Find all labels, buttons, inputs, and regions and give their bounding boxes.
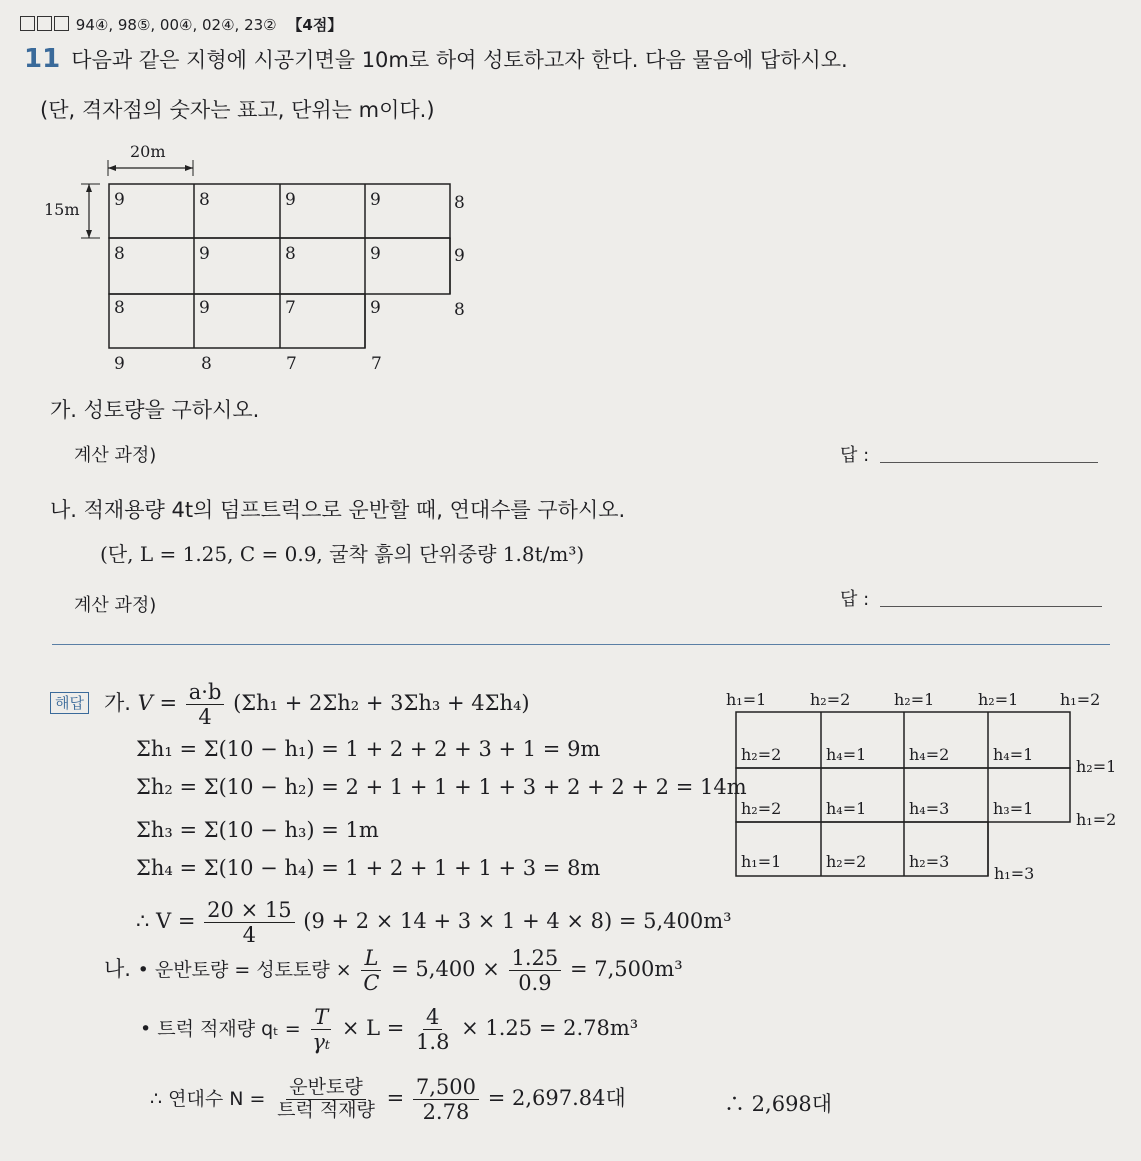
question-condition: (단, 격자점의 숫자는 표고, 단위는 m이다.) bbox=[40, 98, 435, 122]
part-b-condition: (단, L = 1.25, C = 0.9, 굴착 흙의 단위중량 1.8t/m³) bbox=[100, 542, 585, 566]
elevation-value: 7 bbox=[371, 354, 382, 374]
part-b-title: 나. 적재용량 4t의 덤프트럭으로 운반할 때, 연대수를 구하시오. bbox=[50, 498, 626, 522]
elevation-value: 8 bbox=[114, 244, 125, 264]
elevation-value: 7 bbox=[285, 298, 296, 318]
depth-label: h₁=2 bbox=[1060, 690, 1101, 709]
elevation-value: 8 bbox=[454, 300, 465, 320]
elevation-value: 9 bbox=[370, 190, 381, 210]
depth-label: h₂=2 bbox=[826, 852, 867, 871]
depth-label: h₃=1 bbox=[993, 799, 1034, 818]
depth-label: h₁=3 bbox=[994, 864, 1035, 883]
sum-h3-line: Σh₃ = Σ(10 − h₃) = 1m bbox=[136, 818, 379, 842]
elevation-value: 8 bbox=[285, 244, 296, 264]
elevation-value: 9 bbox=[199, 244, 210, 264]
depth-label: h₁=1 bbox=[726, 690, 767, 709]
depth-label: h₄=2 bbox=[909, 745, 950, 764]
part-a-title: 가. 성토량을 구하시오. bbox=[50, 398, 260, 422]
elevation-value: 7 bbox=[286, 354, 297, 374]
depth-label: h₄=1 bbox=[826, 799, 867, 818]
part-b-calc-label: 계산 과정) bbox=[74, 595, 157, 616]
textbook-page: 94④, 98⑤, 00④, 02④, 23② 【4점】 11 다음과 같은 지형에 시공기면을 10m로 하여 성토하고자 한다. 다음 물음에 답하시오. (단, 격자점의 숫자는 표고, 단위는 m이다.) 20m 15m 9 8 9 9 8 8 9 8 9 9 8 9 7 9 8 9 8 7 7 가. 성토량을 구하시오. 계산 과정) 답 : 나. 적재용량 4t의 덤프트럭으로 운반할 때, 연대수를 구하시오. (단, L = 1.25, C = 0.9, 굴착 흙의 단위중량 1.8t/m³) 계산 과정) 답 : 해답 가. V = $\frac{a\cdot b}{4}$ (Σh₁ + 2Σh₂ + 3Σh₃ + 4Σh₄) Σh₁ = Σ(10 − h₁) = 1 + 2 + 2 + 3 + 1 = 9m Σh₂ = Σ(10 − h₂) = 2 + 1 + 1 + 1 + 3 + 2 + 2 + 2 = 14m Σh₃ = Σ(10 − h₃) = 1m Σh₄ = Σ(10 − h₄) = 1 + 2 + 1 + 1 + 3 = 8m ∴ V = $\frac{20 \times 15}{4}$ (9 + 2 × 14 + 3 × 1 + 4 × 8) = 5,400m³ 나. • 운반토량 = 성토토량 × $\frac{L}{C}$ = 5,400 × $\frac{1.25}{0.9}$ = 7,500m³ • 트럭 적재량 qₜ = $\frac{T}{\text{γₜ}}$ × L = $\frac{4}{1.8}$ × 1.25 = 2.78m³ ∴ 연대수 N = $\frac{\text{운반토량}}{\text{트럭 적재량}}$ = $\frac{7,500}{2.78}$ = 2,697.84대 ∴ 2,698대 h₁=1 h₂=2 h₂=1 h₂=1 h₁=2 h₂=2 h₄=1 h₄=2 h₄=1 h₂=1 h₂=2 h₄=1 h₄=3 h₃=1 h₁=2 h₁=1 h₂=2 h₂=3 h₁=3 bbox=[0, 0, 1141, 1161]
depth-label: h₂=1 bbox=[978, 690, 1019, 709]
volume-formula: 가. V = $\frac{a\cdot b}{4}$ (Σh₁ + 2Σh₂ + 3Σh₃ + 4Σh₄) bbox=[104, 680, 530, 730]
question-text: 다음과 같은 지형에 시공기면을 10m로 하여 성토하고자 한다. 다음 물음에 답하시오. bbox=[71, 48, 848, 72]
solution-tag: 해답 bbox=[50, 692, 89, 714]
elevation-value: 9 bbox=[285, 190, 296, 210]
sum-h2-line: Σh₂ = Σ(10 − h₂) = 2 + 1 + 1 + 1 + 3 + 2 + 2 + 2 = 14m bbox=[136, 775, 747, 799]
elevation-value: 9 bbox=[454, 246, 465, 266]
depth-label: h₄=3 bbox=[909, 799, 950, 818]
exam-years: 94④, 98⑤, 00④, 02④, 23② bbox=[75, 16, 277, 34]
depth-label: h₂=3 bbox=[909, 852, 950, 871]
part-a-answer-label: 답 : bbox=[840, 445, 870, 466]
elevation-value: 8 bbox=[454, 193, 465, 213]
depth-label: h₂=1 bbox=[894, 690, 935, 709]
haul-volume-line: 나. • 운반토량 = 성토토량 × $\frac{L}{C}$ = 5,400 × $\frac{1.25}{0.9}$ = 7,500m³ bbox=[104, 946, 683, 996]
truck-capacity-line: • 트럭 적재량 qₜ = $\frac{T}{\text{γₜ}}$ × L = $\frac{4}{1.8}$ × 1.25 = 2.78m³ bbox=[140, 1005, 639, 1055]
elevation-value: 8 bbox=[199, 190, 210, 210]
sum-h4-line: Σh₄ = Σ(10 − h₄) = 1 + 2 + 1 + 1 + 3 = 8m bbox=[136, 856, 601, 880]
depth-label: h₄=1 bbox=[993, 745, 1034, 764]
truck-count-line: ∴ 연대수 N = $\frac{\text{운반토량}}{\text{트럭 적재량}}$ = $\frac{7,500}{2.78}$ = 2,697.84대 bbox=[150, 1075, 626, 1125]
part-b-answer-label: 답 : bbox=[840, 589, 870, 610]
points-label: 【4점】 bbox=[287, 16, 343, 34]
depth-label: h₄=1 bbox=[826, 745, 867, 764]
depth-label: h₂=2 bbox=[741, 799, 782, 818]
depth-label: h₁=2 bbox=[1076, 810, 1117, 829]
elevation-value: 8 bbox=[201, 354, 212, 374]
depth-label: h₂=2 bbox=[741, 745, 782, 764]
elevation-value: 9 bbox=[370, 298, 381, 318]
truck-count-final: ∴ 2,698대 bbox=[724, 1092, 833, 1116]
elevation-value: 9 bbox=[114, 354, 125, 374]
volume-result: ∴ V = $\frac{20 \times 15}{4}$ (9 + 2 × 14 + 3 × 1 + 4 × 8) = 5,400m³ bbox=[136, 898, 732, 948]
elevation-value: 8 bbox=[114, 298, 125, 318]
depth-label: h₁=1 bbox=[741, 852, 782, 871]
depth-label: h₂=1 bbox=[1076, 757, 1117, 776]
elevation-value: 9 bbox=[114, 190, 125, 210]
question-number: 11 bbox=[24, 44, 61, 74]
elevation-value: 9 bbox=[370, 244, 381, 264]
depth-label: h₂=2 bbox=[810, 690, 851, 709]
height-dimension-label: 15m bbox=[44, 200, 80, 219]
sum-h1-line: Σh₁ = Σ(10 − h₁) = 1 + 2 + 2 + 3 + 1 = 9m bbox=[136, 737, 601, 761]
elevation-value: 9 bbox=[199, 298, 210, 318]
part-a-calc-label: 계산 과정) bbox=[74, 445, 157, 466]
